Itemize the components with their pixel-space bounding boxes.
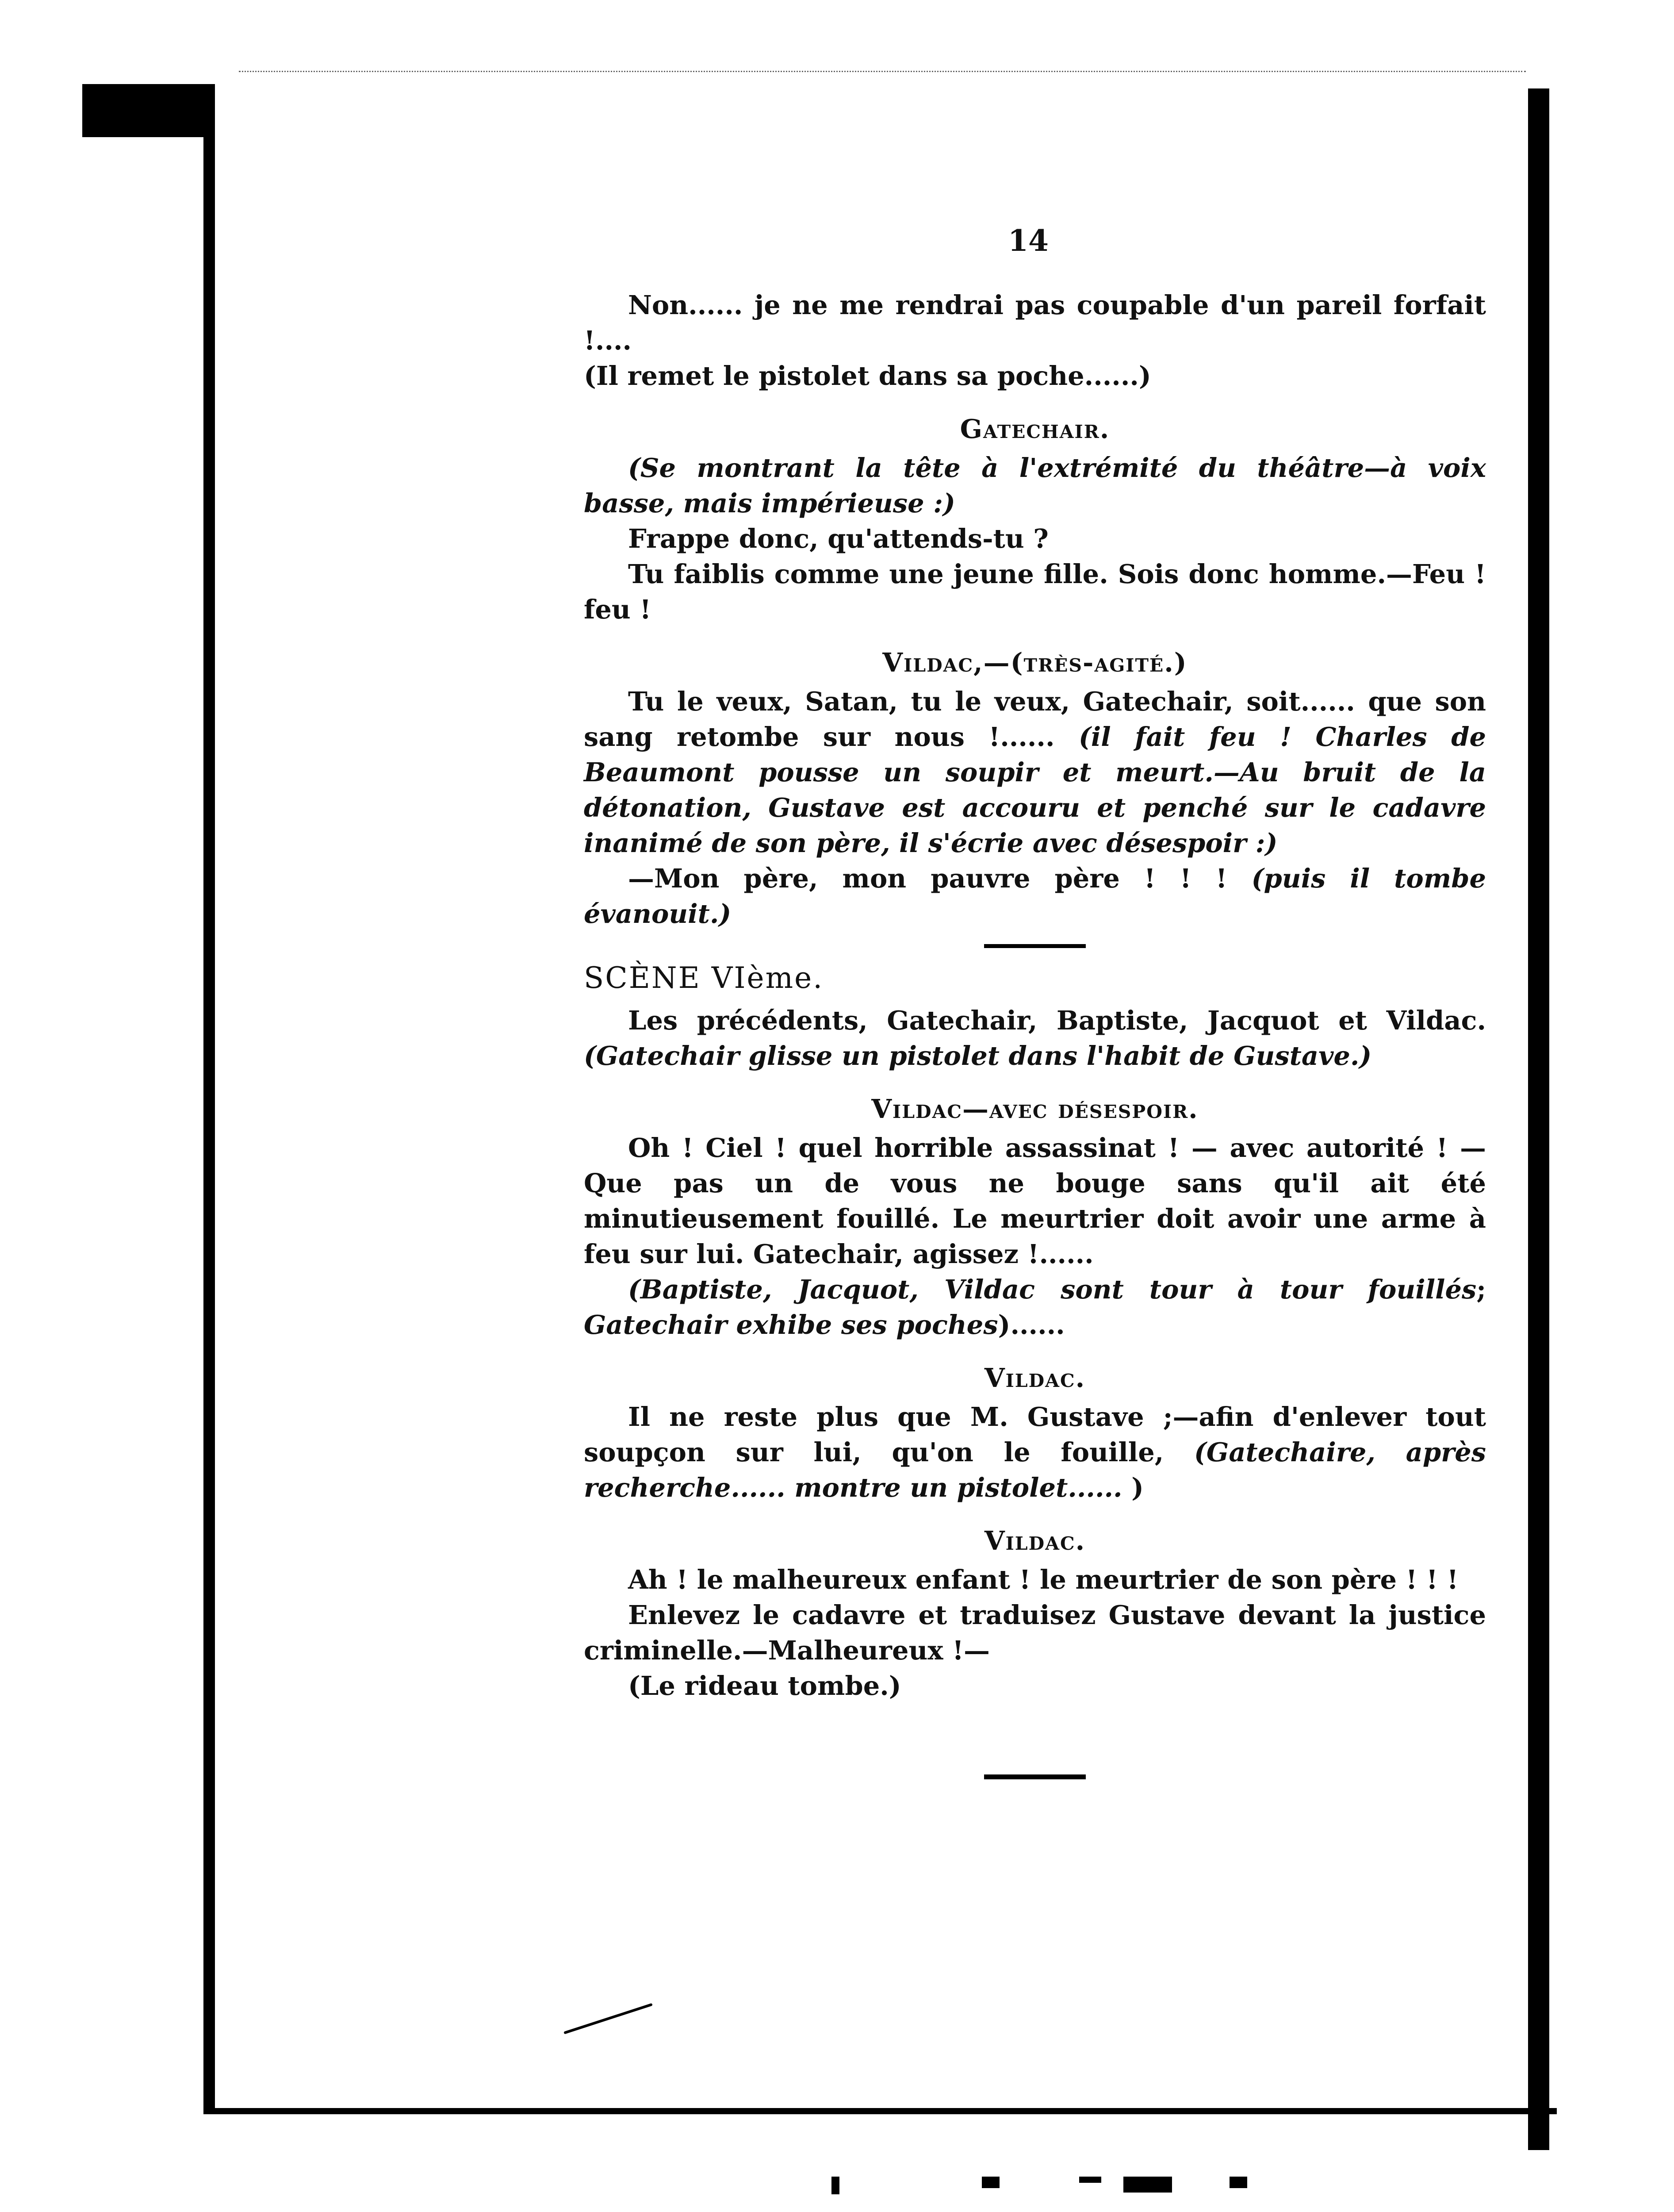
scan-page-edge-bottom [203, 2108, 1557, 2114]
stage-direction-pocket: (Il remet le pistolet dans sa poche......) [584, 361, 1151, 391]
play-text [584, 288, 1486, 1779]
speaker-vildac-despair: Vildac—avec désespoir. [871, 1094, 1199, 1124]
speaker-vildac-agite: Vildac,—(très-agité.) [882, 647, 1188, 678]
pen-stroke-mark [563, 2003, 653, 2035]
stage-found-close: ) [1131, 1472, 1144, 1503]
line-mon-pere-speech: —Mon père, mon pauvre père ! ! ! [628, 863, 1227, 894]
stage-direction-fire: (il fait feu ! Charles de Beaumont pousse un soupir et meurt.—Au bruit de la détonation, Gustave est accouru et penché sur le cadavre inanimé de son père, il s'écrie avec désespoir :) [584, 722, 1486, 858]
stage-direction-faint: (puis il tombe évanouit.) [584, 863, 1486, 929]
stage-direction-search [584, 1272, 1486, 1343]
scene-title: SCÈNE VIème. [584, 961, 824, 995]
end-divider [984, 1774, 1086, 1779]
line-non: Non...... je ne me rendrai pas coupable d'un pareil forfait !.... [584, 290, 1486, 356]
stage-direction-gatechair: (Se montrant la tête à l'extrémité du théâtre—à voix basse, mais impérieuse :) [584, 453, 1486, 518]
stage-search-part1: (Baptiste, Jacquot, Vildac sont tour à tour fouillés [628, 1274, 1477, 1305]
scan-bottom-marks [831, 2177, 1274, 2194]
line-malheureux: Ah ! le malheureux enfant ! le meurtrier de son père ! ! ! [628, 1564, 1459, 1595]
line-gustave-search [584, 1399, 1486, 1505]
speaker-gatechair: Gatechair. [960, 414, 1110, 444]
stage-direction-curtain: (Le rideau tombe.) [628, 1671, 901, 1701]
line-mon-pere [584, 861, 1486, 932]
line-oh-ciel: Oh ! Ciel ! quel horrible assassinat ! — avec autorité ! — Que pas un de vous ne bouge sans qu'il ait été minutieusement fouillé. Le meurtrier doit avoir une arme à feu sur lui. Gatechair, agissez !...... [584, 1133, 1486, 1269]
line-faiblis: Tu faiblis comme une jeune fille. Sois donc homme.—Feu ! feu ! [584, 559, 1486, 625]
line-gustave-speech: Il ne reste plus que M. Gustave ;—afin d'enlever tout soupçon sur lui, qu'on le fouille, [584, 1402, 1486, 1467]
line-frappe: Frappe donc, qu'attends-tu ? [628, 523, 1049, 554]
scan-top-edge [239, 71, 1526, 73]
stage-direction-pistol: (Gatechair glisse un pistolet dans l'habit de Gustave.) [584, 1041, 1372, 1071]
speaker-vildac-1: Vildac. [984, 1363, 1086, 1393]
stage-direction-found: (Gatechaire, après recherche...... montre un pistolet...... [584, 1437, 1486, 1503]
scan-binding-shadow-left [203, 102, 215, 2110]
stage-search-end: )...... [998, 1310, 1065, 1340]
scan-page-edge-right [1528, 88, 1549, 2150]
stage-search-part2: Gatechair exhibe ses poches [584, 1310, 998, 1340]
page-number: 14 [1008, 223, 1049, 258]
line-enlevez: Enlevez le cadavre et traduisez Gustave devant la justice criminelle.—Malheureux !— [584, 1600, 1486, 1666]
section-divider [984, 944, 1086, 948]
scan-binding-shadow-top [82, 84, 215, 137]
scene-characters-list: Les précédents, Gatechair, Baptiste, Jacquot et Vildac. [628, 1005, 1486, 1036]
scene-characters [584, 1003, 1486, 1074]
line-satan [584, 684, 1486, 861]
line-satan-speech: Tu le veux, Satan, tu le veux, Gatechair, soit...... que son sang retombe sur nous !...... [584, 686, 1486, 752]
speaker-vildac-2: Vildac. [984, 1525, 1086, 1556]
stage-search-sep: ; [1476, 1274, 1486, 1305]
